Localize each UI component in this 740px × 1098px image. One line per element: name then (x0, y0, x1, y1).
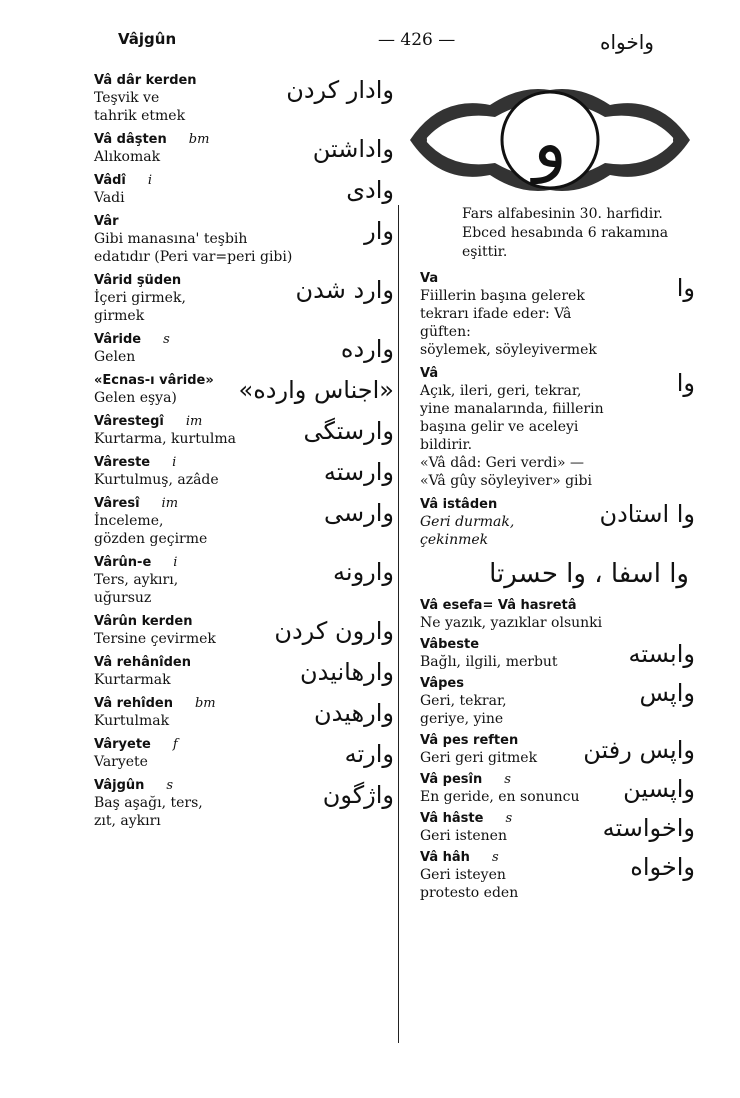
dictionary-entry (420, 496, 695, 549)
entry-grammar: i (147, 173, 153, 188)
entry-arabic-script: وا (676, 369, 695, 397)
dictionary-entry (420, 810, 695, 845)
entry-arabic-script: واپس رفتن (583, 736, 695, 764)
entry-grammar: bm (188, 132, 210, 147)
entry-definition: Geri istenen (420, 828, 507, 844)
dictionary-entry (94, 172, 394, 207)
entry-grammar: f (172, 737, 178, 752)
entry-headword: Va (420, 271, 439, 286)
left-column (94, 72, 394, 836)
dictionary-entry (420, 849, 695, 902)
entry-definition: Kurtarma, kurtulma (94, 431, 236, 447)
entry-headword: Vârûn-e i (94, 555, 178, 570)
entry-headword: Vâryete f (94, 737, 178, 752)
entry-arabic-script: وا (676, 274, 695, 302)
entry-headword: Vâpes (420, 676, 464, 691)
right-column (420, 205, 695, 906)
entry-definition: Açık, ileri, geri, tekrar, yine manalarında, fiillerin başına gelir ve aceleyi bildirir. «Vâ dâd: Geri verdi» — «Vâ gûy söyleyiver» gibi (420, 383, 604, 489)
entry-headword: «Ecnas-ı vâride» (94, 373, 214, 388)
entry-headword: Vâ dâr kerden (94, 73, 197, 88)
entry-definition: Kurtulmak (94, 713, 170, 729)
arabic-line: وا اسفا ، وا حسرتا (489, 559, 689, 589)
dictionary-entry (94, 331, 394, 366)
entry-definition: Bağlı, ilgili, merbut (420, 654, 558, 670)
dictionary-entry (94, 413, 394, 448)
entry-definition: Kurtulmuş, azâde (94, 472, 219, 488)
letter-intro: Fars alfabesinin 30. harfidir. Ebced hesabında 6 rakamına eşittir. (462, 206, 669, 260)
entry-arabic-script: واخواسته (602, 814, 695, 842)
dictionary-entry (94, 654, 394, 689)
entry-definition: Gibi manasına' teşbih edatıdır (Peri var=peri gibi) (94, 231, 293, 265)
entry-arabic-script: وارته (344, 740, 394, 768)
entry-definition: Kurtarmak (94, 672, 171, 688)
entry-headword: Vârid şüden (94, 273, 182, 288)
entry-grammar: bm (194, 696, 216, 711)
dictionary-entry (94, 72, 394, 125)
entry-arabic-script: وادار كردن (286, 76, 394, 104)
dictionary-entry (94, 695, 394, 730)
entry-headword: Vâ pes reften (420, 733, 519, 748)
entry-arabic-script: وارستگى (303, 417, 394, 445)
entry-arabic-script: وابسته (628, 640, 695, 668)
entry-definition: Teşvik ve tahrik etmek (94, 90, 186, 124)
letter-vav-ornament (400, 75, 700, 205)
dictionary-entry (420, 365, 695, 490)
entry-definition: Geri durmak, çekinmek (420, 514, 515, 548)
entry-headword: Vâride s (94, 332, 170, 347)
entry-arabic-script: وار (364, 217, 394, 245)
entry-headword: Vâdî i (94, 173, 153, 188)
entry-arabic-script: وارسته (323, 458, 394, 486)
entry-definition: Alıkomak (94, 149, 161, 165)
entry-arabic-script: وارهانيدن (300, 658, 394, 686)
entry-definition: Gelen (94, 349, 136, 365)
entry-headword: Vârûn kerden (94, 614, 193, 629)
entry-headword: Vâjgûn s (94, 778, 174, 793)
entry-grammar: i (172, 455, 177, 470)
entry-arabic-script: واپسين (623, 775, 695, 803)
entry-definition: Geri isteyen protesto eden (420, 867, 519, 901)
entry-grammar: s (505, 811, 513, 826)
entry-definition: Gelen eşya) (94, 390, 177, 406)
entry-arabic-script: وادى (346, 176, 394, 204)
entry-headword: Vâ esefa= Vâ hasretâ (420, 598, 577, 613)
entry-grammar: im (185, 414, 203, 429)
entry-arabic-script: وارسى (324, 499, 394, 527)
entry-arabic-script: واخواه (630, 853, 695, 881)
dictionary-entry (94, 777, 394, 830)
entry-headword: Vâ istâden (420, 497, 498, 512)
entry-grammar: i (173, 555, 178, 570)
column-divider (398, 205, 399, 1043)
entry-definition: Tersine çevirmek (94, 631, 216, 647)
dictionary-entry (420, 597, 695, 632)
dictionary-entry (94, 613, 394, 648)
entry-headword: Vâ hâh s (420, 850, 499, 865)
entry-grammar: im (161, 496, 179, 511)
entry-arabic-script: واپس (639, 679, 695, 707)
dictionary-entry (94, 736, 394, 771)
entry-definition: Fiillerin başına gelerek tekrarı ifade eder: Vâ güften: söylemek, söyleyivermek (420, 288, 597, 358)
dictionary-entry (94, 495, 394, 548)
entry-headword: Vâ dâşten bm (94, 132, 210, 147)
entry-headword: Vâbeste (420, 637, 480, 652)
entry-definition: Geri, tekrar, geriye, yine (420, 693, 507, 727)
ornament-letter: و (533, 102, 567, 184)
entry-grammar: s (491, 850, 499, 865)
entry-grammar: s (504, 772, 511, 787)
entry-arabic-script: وارهيدن (314, 699, 394, 727)
dictionary-entry (420, 270, 695, 359)
entry-definition: İçeri girmek, girmek (94, 290, 186, 324)
entry-arabic-script: وارد شدن (295, 276, 394, 304)
running-head-left: Vâjgûn (118, 30, 177, 48)
entry-definition: Vadi (94, 190, 125, 206)
dictionary-entry (420, 636, 695, 671)
entry-headword: Vâ pesîn s (420, 772, 511, 787)
entry-definition: Geri geri gitmek (420, 750, 538, 766)
dictionary-entry (420, 771, 695, 806)
entry-arabic-script: واداشتن (312, 135, 394, 163)
entry-arabic-script: «اجناس وارده» (238, 376, 394, 404)
entry-arabic-script: وارون كردن (274, 617, 394, 645)
entry-definition: Varyete (94, 754, 148, 770)
entry-headword: Vâ (420, 366, 439, 381)
entry-grammar: s (166, 778, 174, 793)
entry-headword: Vâ rehânîden (94, 655, 191, 670)
entry-headword: Vâ rehîden bm (94, 696, 216, 711)
entry-definition: En geride, en sonuncu (420, 789, 580, 805)
entry-definition: Ne yazık, yazıklar olsunki (420, 615, 603, 631)
entry-arabic-script: واژگون (322, 781, 394, 809)
dictionary-entry (94, 272, 394, 325)
entry-arabic-script: وا استادن (599, 500, 695, 528)
dictionary-entry (94, 213, 394, 266)
entry-arabic-script: وارونه (333, 558, 394, 586)
entry-headword: Vâresî im (94, 496, 179, 511)
dictionary-entry (420, 732, 695, 767)
entry-definition: Baş aşağı, ters, zıt, aykırı (94, 795, 203, 829)
dictionary-entry (420, 675, 695, 728)
dictionary-entry (94, 454, 394, 489)
dictionary-entry (94, 131, 394, 166)
entry-headword: Vâreste i (94, 455, 177, 470)
entry-definition: İnceleme, gözden geçirme (94, 513, 208, 547)
entry-headword: Vâr (94, 214, 119, 229)
entry-grammar: s (163, 332, 170, 347)
entry-headword: Vârestegî im (94, 414, 203, 429)
page-number: — 426 — (378, 30, 456, 50)
running-head-right: واخواه (600, 30, 654, 54)
entry-arabic-script: وارده (340, 335, 394, 363)
dictionary-entry (94, 554, 394, 607)
dictionary-entry (94, 372, 394, 407)
entry-headword: Vâ hâste s (420, 811, 513, 826)
entry-definition: Ters, aykırı, uğursuz (94, 572, 179, 606)
